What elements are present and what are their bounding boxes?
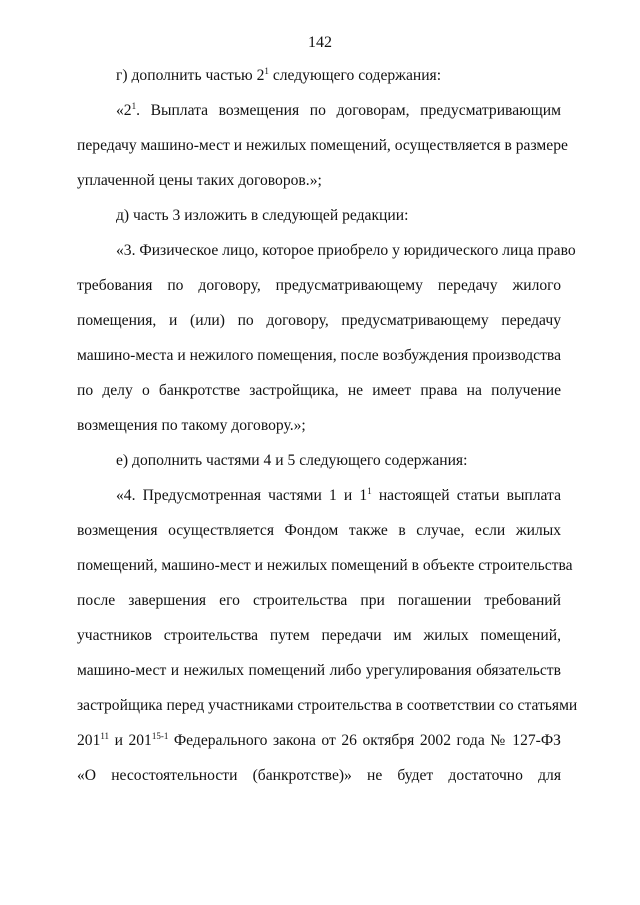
text-line: возмещения по такому договору.»; xyxy=(77,417,306,434)
text-line: требования по договору, предусматривающему передачу жилого xyxy=(77,277,561,294)
text-line: участников строительства путем передачи им жилых помещений, xyxy=(77,627,561,644)
superscript: 11 xyxy=(100,731,110,741)
text-line: машино-мест и нежилых помещений либо урегулирования обязательств xyxy=(77,662,561,679)
text-run: «2 xyxy=(116,102,132,119)
superscript: 1 xyxy=(264,66,269,76)
text-line: е) дополнить частями 4 и 5 следующего содержания: xyxy=(116,452,468,469)
text-run: 201 xyxy=(77,732,101,749)
text-line xyxy=(77,731,561,751)
text-line: «3. Физическое лицо, которое приобрело у юридического лица право xyxy=(116,242,576,259)
text-line: машино-места и нежилого помещения, после возбуждения производства xyxy=(77,347,561,364)
text-line xyxy=(116,486,561,506)
text-line: возмещения осуществляется Фондом также в случае, если жилых xyxy=(77,522,561,539)
text-run: Федерального закона от 26 октября 2002 года № 127-ФЗ xyxy=(168,732,561,749)
text-line: «О несостоятельности (банкротстве)» не будет достаточно для xyxy=(77,767,561,784)
text-run: настоящей статьи выплата xyxy=(371,487,561,504)
text-run: «4. Предусмотренная частями 1 и 1 xyxy=(116,487,368,504)
text-line xyxy=(116,66,561,86)
superscript: 1 xyxy=(367,486,372,496)
page-number: 142 xyxy=(308,34,332,51)
text-line: д) часть 3 изложить в следующей редакции: xyxy=(116,207,409,224)
text-line: уплаченной цены таких договоров.»; xyxy=(77,172,322,189)
text-line: после завершения его строительства при погашении требований xyxy=(77,592,561,609)
text-line xyxy=(116,101,561,121)
text-run: . Выплата возмещения по договорам, предусматривающим xyxy=(136,102,561,119)
text-run: следующего содержания: xyxy=(268,67,442,84)
text-line: передачу машино-мест и нежилых помещений, осуществляется в размере xyxy=(77,137,568,154)
text-run: и 201 xyxy=(109,732,152,749)
superscript: 1 xyxy=(131,101,137,111)
text-line: по делу о банкротстве застройщика, не имеет права на получение xyxy=(77,382,561,399)
text-run: г) дополнить частью 2 xyxy=(116,67,265,84)
text-line: помещения, и (или) по договору, предусматривающему передачу xyxy=(77,312,561,329)
text-line: застройщика перед участниками строительства в соответствии со статьями xyxy=(77,697,578,714)
text-line: помещений, машино-мест и нежилых помещений в объекте строительства xyxy=(77,557,573,574)
superscript: 15-1 xyxy=(151,731,169,741)
